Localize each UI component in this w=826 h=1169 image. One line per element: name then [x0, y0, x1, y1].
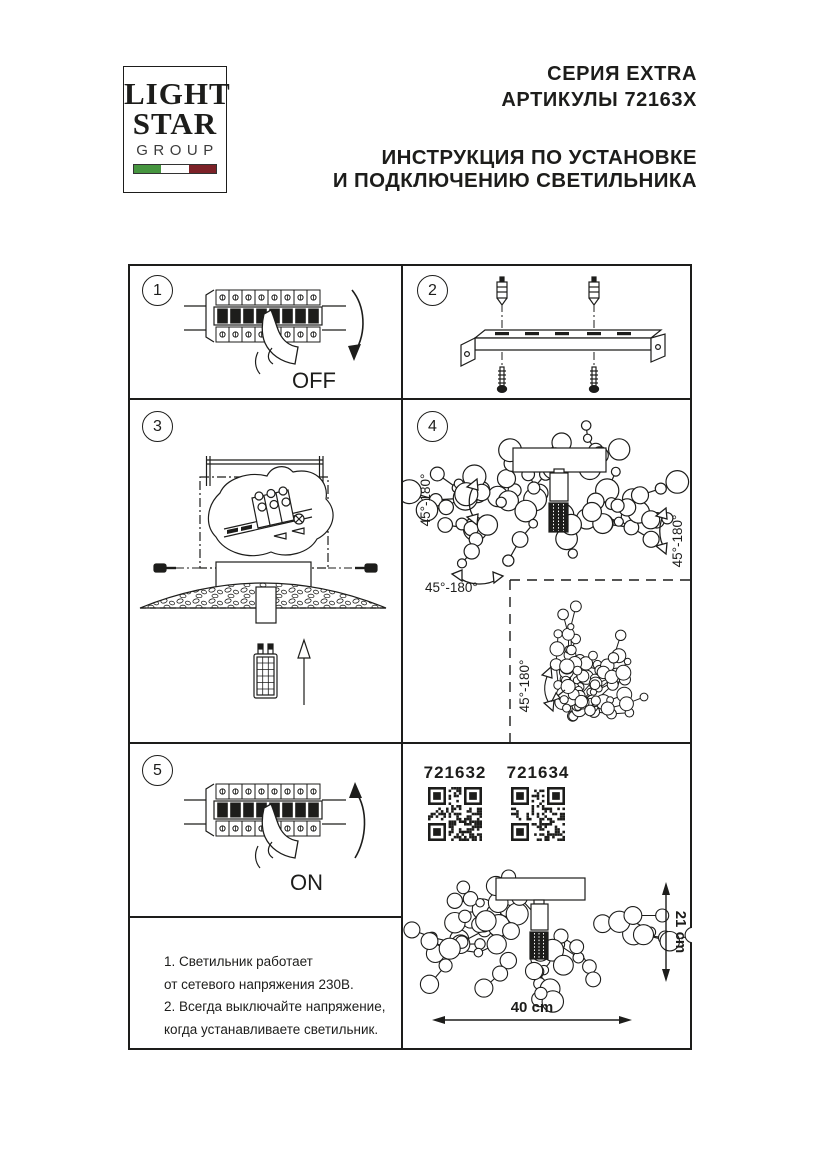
title-line-2: И ПОДКЛЮЧЕНИЮ СВЕТИЛЬНИКА: [332, 169, 697, 192]
height-dimension-label: 21 cm: [672, 910, 689, 954]
title-line-1: ИНСТРУКЦИЯ ПО УСТАНОВКЕ: [381, 146, 697, 169]
angle-label-left: 45°-180°: [418, 473, 433, 527]
safety-notes: [164, 951, 385, 1041]
on-label: ON: [290, 870, 323, 895]
angle-label-inset: 45°-180°: [517, 659, 532, 713]
step-4-number: 4: [417, 411, 448, 442]
product-code-right: 721634: [506, 763, 570, 782]
logo-word-star: STAR: [132, 106, 218, 141]
page-title: [333, 146, 697, 192]
product-info-panel: [403, 744, 692, 1050]
width-dimension-label: 40 cm: [510, 999, 554, 1016]
step-4-panel: [403, 400, 692, 744]
step-2-number: 2: [417, 275, 448, 306]
decorative-bubble-burst: [403, 421, 689, 568]
off-label: OFF: [292, 368, 336, 393]
instruction-grid: [128, 264, 692, 1050]
screw-icon: [497, 367, 598, 392]
lightstar-logo: [123, 66, 231, 193]
rotate-down-arrow-icon: [348, 290, 363, 361]
flag-white-segment: [161, 165, 188, 173]
step-3-panel: [128, 400, 403, 744]
article-numbers: АРТИКУЛЫ 72163X: [501, 89, 697, 111]
flag-red-segment: [189, 165, 216, 173]
note-line-4: когда устанавливаете светильник.: [164, 1021, 379, 1037]
angle-label-right: 45°-180°: [670, 514, 685, 568]
g9-bulb-icon: [254, 644, 277, 698]
product-code-left: 721632: [423, 763, 487, 782]
logo-word-group: GROUP: [136, 142, 219, 159]
flag-green-segment: [134, 165, 161, 173]
step-3-number: 3: [142, 411, 173, 442]
safety-notes-panel: [128, 918, 403, 1050]
canopy-wiring-illustration: [128, 400, 403, 744]
rotate-up-arrow-icon: [349, 782, 365, 858]
step-1-number: 1: [142, 275, 173, 306]
note-line-1: 1. Светильник работает: [164, 954, 313, 969]
width-dimension-arrow: [432, 1016, 632, 1024]
angle-label-bottom-left: 45°-180°: [425, 580, 478, 595]
decorative-bubble-fan: [550, 601, 648, 721]
qr-code-left: [428, 787, 482, 841]
step-2-panel: [403, 264, 692, 400]
rotation-arrow-right: [656, 508, 667, 554]
note-line-3: 2. Всегда выключайте напряжение,: [164, 999, 386, 1014]
italian-flag-stripe: [133, 164, 217, 174]
step-5-panel: [128, 744, 403, 918]
insert-up-arrow-icon: [298, 640, 310, 705]
fixture-rotation-illustration: [403, 400, 692, 744]
step-1-panel: [128, 264, 403, 400]
product-info-illustration: [403, 744, 692, 1050]
qr-code-right: [511, 787, 565, 841]
series-name: СЕРИЯ EXTRA: [547, 63, 697, 85]
step-5-number: 5: [142, 755, 173, 786]
logo-word-light: LIGHT: [124, 76, 231, 111]
note-line-2: от сетевого напряжения 230В.: [164, 976, 354, 992]
series-header: [501, 61, 697, 113]
wall-anchor-icon: [497, 277, 599, 305]
